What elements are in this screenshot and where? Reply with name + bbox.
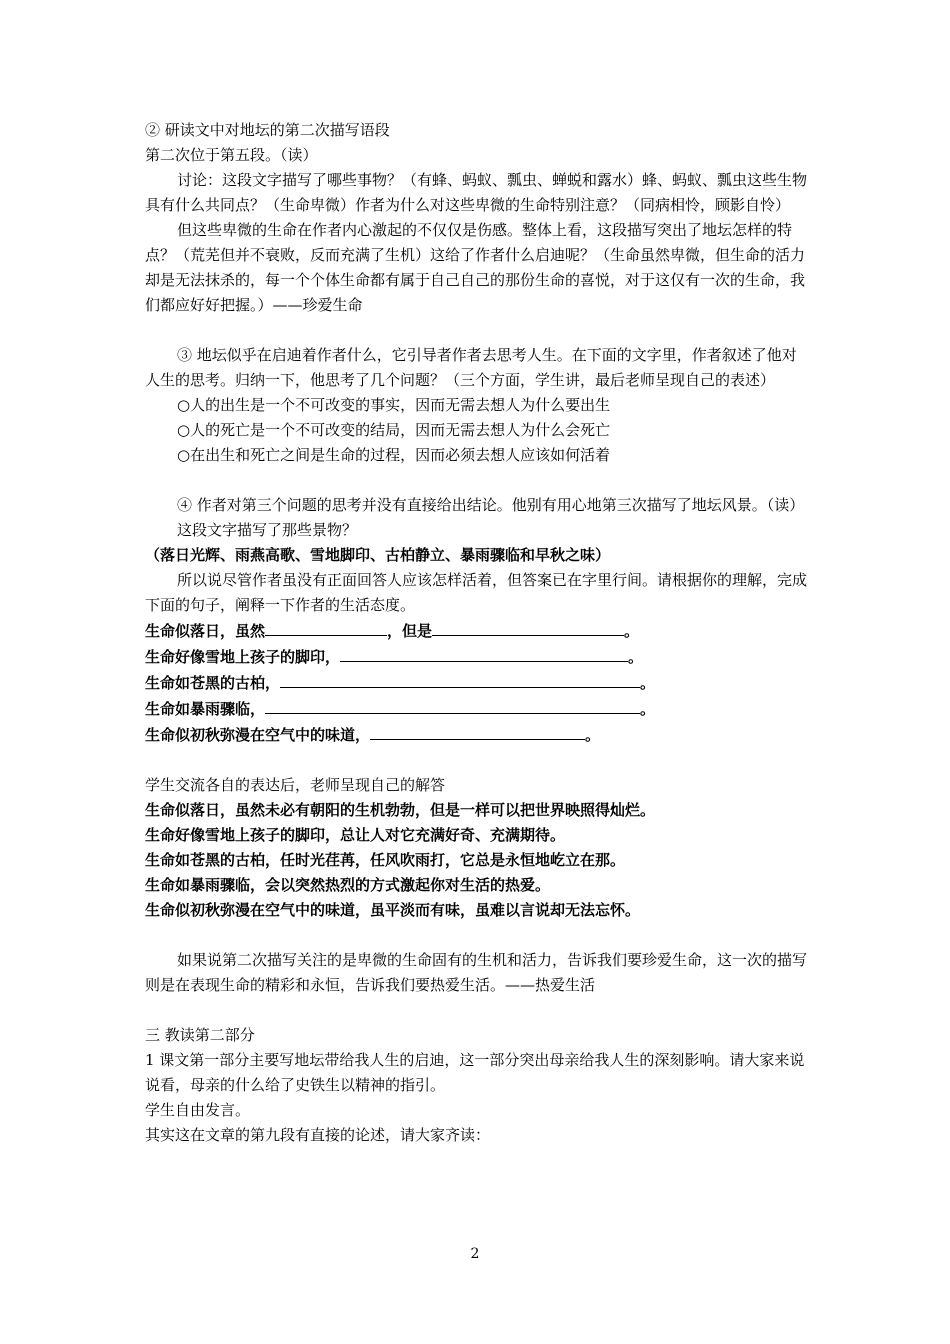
- document-body: [145, 118, 810, 1148]
- fill-text: 生命似初秋弥漫在空气中的味道，: [145, 726, 371, 744]
- answer-sentence-4: 生命如暴雨骤临，会以突然热烈的方式激起你对生活的热爱。: [145, 876, 551, 894]
- answer-sentence-5: 生命似初秋弥漫在空气中的味道，虽平淡而有味，虽难以言说却无法忘怀。: [145, 901, 641, 919]
- paragraph-love-life: 如果说第二次描写关注的是卑微的生命固有的生机和活力，告诉我们要珍爱生命，这一次的描写则是在表现生命的精彩和永恒，告诉我们要热爱生活。——热爱生活: [145, 951, 808, 994]
- paragraph-discussion: 讨论：这段文字描写了哪些事物？（有蜂、蚂蚁、瓢虫、蝉蜕和露水）蜂、蚂蚁、瓢虫这些生物具有什么共同点？（生命卑微）作者为什么对这些卑微的生命特别注意？（同病相怜，顾影自怜）: [145, 171, 808, 214]
- fill-text: 生命如苍黑的古柏，: [145, 674, 281, 692]
- list-item: ○在出生和死亡之间是生命的过程，因而必须去想人应该如何活着: [177, 446, 611, 464]
- paragraph-mother: 1 课文第一部分主要写地坛带给我人生的启迪，这一部分突出母亲给我人生的深刻影响。请大家来说说看，母亲的什么给了史铁生以精神的指引。: [145, 1051, 805, 1094]
- scenery-list: （落日光辉、雨燕高歌、雪地脚印、古柏静立、暴雨骤临和早秋之味）: [145, 546, 611, 564]
- answer-blank[interactable]: [340, 644, 628, 662]
- answer-blank[interactable]: [265, 696, 640, 714]
- paragraph-teacher-answer: 学生交流各自的表达后，老师呈现自己的解答: [145, 776, 446, 794]
- spacer: [145, 318, 810, 343]
- page-number: 2: [470, 1246, 480, 1262]
- fill-text: 。: [585, 726, 601, 744]
- fill-sentence-5: [145, 722, 810, 748]
- fill-text: ，但是: [387, 622, 433, 640]
- fill-text: 。: [640, 674, 656, 692]
- section-heading-part-three: 三 教读第二部分: [145, 1026, 255, 1044]
- spacer: [145, 468, 810, 493]
- fill-text: 。: [624, 622, 640, 640]
- answer-sentence-2: 生命好像雪地上孩子的脚印，总让人对它充满好奇、充满期待。: [145, 826, 566, 844]
- answer-blank[interactable]: [280, 670, 640, 688]
- spacer: [145, 923, 810, 948]
- section-heading-4: ④ 作者对第三个问题的思考并没有直接给出结论。他别有用心地第三次描写了地坛风景。（读）: [177, 496, 805, 514]
- list-item: ○人的出生是一个不可改变的事实，因而无需去想人为什么要出生: [177, 396, 611, 414]
- fill-sentence-2: [145, 644, 810, 670]
- answer-blank[interactable]: [432, 618, 624, 636]
- spacer: [145, 998, 810, 1023]
- fill-sentence-1: [145, 618, 810, 644]
- spacer: [145, 748, 810, 773]
- fill-sentence-3: [145, 670, 810, 696]
- paragraph-cherish-life: 但这些卑微的生命在作者内心激起的不仅仅是伤感。整体上看，这段描写突出了地坛怎样的特点？（荒芜但并不衰败，反而充满了生机）这给了作者什么启迪呢？（生命虽然卑微，但生命的活力却是无法抹杀的，每一个个体生命都有属于自己自己的那份生命的喜悦，对于这仅有一次的生命，我们都应好好把握。）——珍爱生命: [145, 221, 806, 314]
- paragraph-free-speech: 学生自由发言。: [145, 1101, 251, 1119]
- fill-text: 。: [640, 700, 656, 718]
- paragraph-location: 第二次位于第五段。（读）: [145, 146, 318, 164]
- section-heading-3: ③ 地坛似乎在启迪着作者什么，它引导者作者去思考人生。在下面的文字里，作者叙述了他对人生的思考。归纳一下，他思考了几个问题？（三个方面，学生讲，最后老师呈现自己的表述）: [145, 346, 797, 389]
- list-item: ○人的死亡是一个不可改变的结局，因而无需去想人为什么会死亡: [177, 421, 611, 439]
- paragraph-instructions: 所以说尽管作者虽没有正面回答人应该怎样活着，但答案已在字里行间。请根据你的理解，完成下面的句子，阐释一下作者的生活态度。: [145, 571, 808, 614]
- answer-sentence-3: 生命如苍黑的古柏，任时光荏苒，任风吹雨打，它总是永恒地屹立在那。: [145, 851, 626, 869]
- fill-text: 。: [628, 648, 644, 666]
- question: 这段文字描写了那些景物？: [177, 521, 358, 539]
- answer-blank[interactable]: [370, 722, 585, 740]
- fill-text: 生命如暴雨骤临，: [145, 700, 266, 718]
- fill-text: 生命好像雪地上孩子的脚印，: [145, 648, 341, 666]
- fill-text: 生命似落日，虽然: [145, 622, 266, 640]
- fill-sentence-4: [145, 696, 810, 722]
- answer-blank[interactable]: [265, 618, 387, 636]
- answer-sentence-1: 生命似落日，虽然未必有朝阳的生机勃勃，但是一样可以把世界映照得灿烂。: [145, 801, 656, 819]
- paragraph-read-aloud: 其实这在文章的第九段有直接的论述，请大家齐读：: [145, 1126, 491, 1144]
- section-heading-2: ② 研读文中对地坛的第二次描写语段: [145, 121, 390, 139]
